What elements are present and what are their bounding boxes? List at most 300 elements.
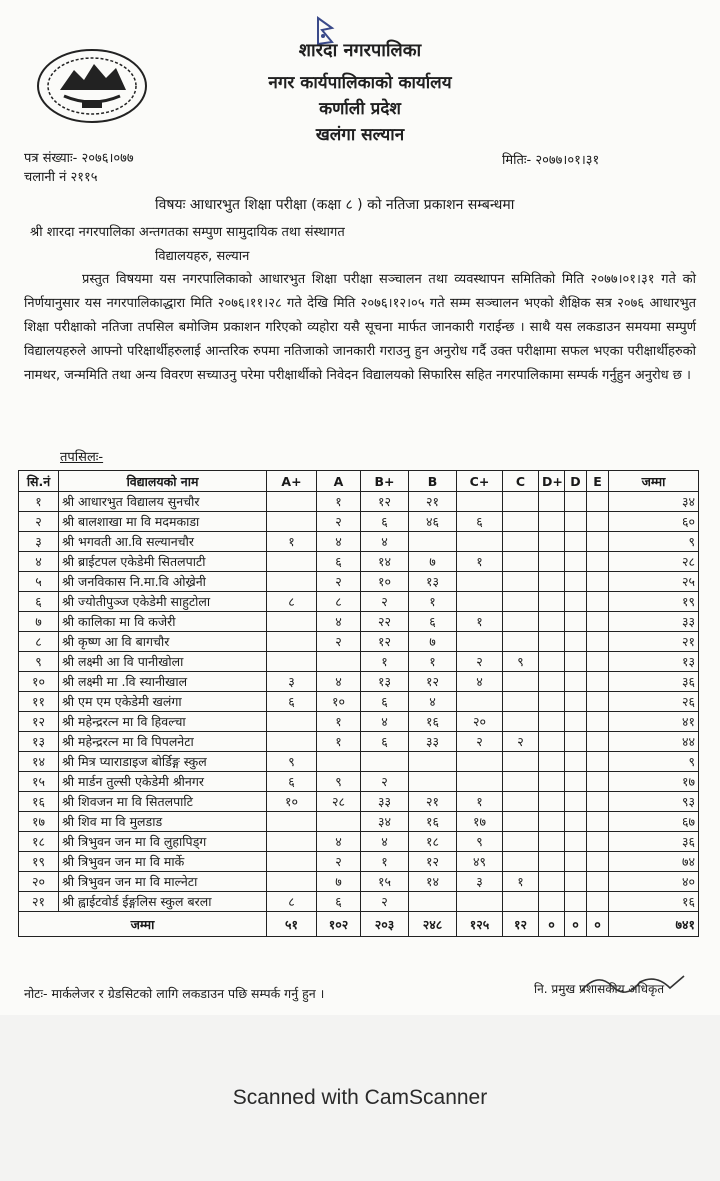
table-cell: २ [317, 852, 361, 872]
table-cell: १६ [409, 812, 457, 832]
table-cell [587, 832, 609, 852]
table-cell [317, 812, 361, 832]
table-header-cell: A [317, 471, 361, 492]
total-cell: २०३ [361, 912, 409, 937]
table-cell [565, 712, 587, 732]
table-cell [457, 492, 503, 512]
school-name-cell: श्री भगवती आ.वि सल्यानचौर [59, 532, 267, 552]
office-name: नगर कार्यपालिकाको कार्यालय [268, 73, 452, 93]
table-cell: १० [19, 672, 59, 692]
table-row [19, 812, 699, 832]
table-cell: १९ [19, 852, 59, 872]
table-cell: २ [317, 632, 361, 652]
table-cell [267, 632, 317, 652]
table-cell: ७४ [609, 852, 699, 872]
school-name-cell: श्री त्रिभुवन जन मा वि लुहापिड्ग [59, 832, 267, 852]
table-cell [565, 812, 587, 832]
table-cell [267, 812, 317, 832]
school-name-cell: श्री शिवजन मा वि सितलपाटि [59, 792, 267, 812]
table-cell [539, 832, 565, 852]
table-row [19, 492, 699, 512]
table-cell [565, 792, 587, 812]
school-name-cell: श्री कालिका मा वि कजेरी [59, 612, 267, 632]
table-cell [587, 572, 609, 592]
table-header-cell: D [565, 471, 587, 492]
recipient-line-1: श्री शारदा नगरपालिका अन्तगतका सम्पुण सामुदायिक तथा संस्थागत [30, 225, 345, 240]
table-cell: ४६ [409, 512, 457, 532]
school-name-cell: श्री त्रिभुवन जन मा वि माल्नेटा [59, 872, 267, 892]
table-cell: १७ [609, 772, 699, 792]
table-cell [267, 712, 317, 732]
table-cell [539, 632, 565, 652]
table-cell: ६ [361, 732, 409, 752]
table-cell [457, 572, 503, 592]
table-cell: ७ [19, 612, 59, 632]
table-cell: १२ [19, 712, 59, 732]
table-cell: १४ [409, 872, 457, 892]
school-name-cell: श्री त्रिभुवन जन मा वि मार्के [59, 852, 267, 872]
table-cell [587, 632, 609, 652]
results-table [18, 470, 699, 937]
table-row [19, 892, 699, 912]
table-cell: ४ [457, 672, 503, 692]
school-name-cell: श्री ज्योतीपुञ्ज एकेडेमी साहुटोला [59, 592, 267, 612]
table-header-cell: C [503, 471, 539, 492]
table-cell: १ [317, 712, 361, 732]
table-cell: १० [267, 792, 317, 812]
table-cell: ९ [609, 532, 699, 552]
table-cell [503, 532, 539, 552]
table-cell [267, 512, 317, 532]
camscanner-footer: Scanned with CamScanner [232, 1086, 488, 1109]
table-cell: १२ [409, 672, 457, 692]
table-cell: ९ [503, 652, 539, 672]
table-cell: १८ [409, 832, 457, 852]
table-cell [503, 552, 539, 572]
table-row [19, 572, 699, 592]
table-cell [539, 672, 565, 692]
table-cell [503, 832, 539, 852]
table-cell: १ [317, 492, 361, 512]
table-row [19, 612, 699, 632]
handwritten-signature [578, 968, 688, 998]
table-cell: ४ [19, 552, 59, 572]
table-cell: १७ [457, 812, 503, 832]
table-cell: ६ [19, 592, 59, 612]
table-cell: ४९ [457, 852, 503, 872]
school-name-cell: श्री महेन्द्ररत्न मा वि हिवल्चा [59, 712, 267, 732]
table-cell: ६७ [609, 812, 699, 832]
table-cell: १२ [361, 492, 409, 512]
municipality-name: शारदा नगरपालिका [298, 40, 422, 61]
table-row [19, 852, 699, 872]
school-name-cell: श्री मित्र प्याराडाइज बोर्डिङ्ग स्कुल [59, 752, 267, 772]
table-header-cell: C+ [457, 471, 503, 492]
table-row [19, 672, 699, 692]
table-cell: २१ [409, 792, 457, 812]
table-cell [457, 752, 503, 772]
dispatch-number: चलानी नं २११५ [24, 170, 98, 185]
school-name-cell: श्री शिव मा वि मुलडाड [59, 812, 267, 832]
table-cell [539, 552, 565, 572]
table-cell: ६ [317, 892, 361, 912]
table-row [19, 552, 699, 572]
table-cell [565, 512, 587, 532]
table-cell: २५ [609, 572, 699, 592]
table-cell [539, 812, 565, 832]
table-cell [409, 772, 457, 792]
table-cell [565, 772, 587, 792]
province-name: कर्णाली प्रदेश [319, 99, 401, 119]
signature-title: नि. प्रमुख प्रशासकीय अधिकृत [534, 982, 665, 996]
table-cell [457, 632, 503, 652]
table-cell: ६ [409, 612, 457, 632]
table-cell [539, 892, 565, 912]
table-cell: ४ [317, 532, 361, 552]
table-cell [503, 592, 539, 612]
table-cell: ३६ [609, 672, 699, 692]
table-cell: २ [457, 652, 503, 672]
table-cell [539, 792, 565, 812]
details-label: तपसिलः- [60, 450, 104, 465]
table-cell [457, 772, 503, 792]
table-cell: ६० [609, 512, 699, 532]
table-cell [587, 492, 609, 512]
table-cell: ३ [267, 672, 317, 692]
table-cell [539, 692, 565, 712]
table-cell: १३ [409, 572, 457, 592]
table-cell [503, 692, 539, 712]
table-cell [565, 852, 587, 872]
table-cell [539, 712, 565, 732]
school-name-cell: श्री जनविकास नि.मा.वि ओख्रेनी [59, 572, 267, 592]
table-header-cell: जम्मा [609, 471, 699, 492]
table-row [19, 792, 699, 812]
table-row [19, 832, 699, 852]
table-cell [267, 732, 317, 752]
table-row [19, 872, 699, 892]
table-cell: २ [361, 892, 409, 912]
table-cell [539, 752, 565, 772]
table-cell [565, 832, 587, 852]
table-cell [457, 592, 503, 612]
table-cell [361, 752, 409, 772]
table-cell [565, 532, 587, 552]
table-cell [539, 772, 565, 792]
table-cell [587, 852, 609, 872]
table-cell [267, 552, 317, 572]
table-cell: १३ [361, 672, 409, 692]
table-cell: २० [19, 872, 59, 892]
table-cell: ६ [361, 512, 409, 532]
table-cell [503, 772, 539, 792]
table-cell: १५ [361, 872, 409, 892]
table-cell: १ [409, 592, 457, 612]
table-cell [539, 732, 565, 752]
table-cell [565, 732, 587, 752]
table-cell: १ [267, 532, 317, 552]
table-cell [587, 672, 609, 692]
table-cell [587, 692, 609, 712]
table-cell [565, 652, 587, 672]
table-row [19, 632, 699, 652]
table-cell: ४ [317, 832, 361, 852]
table-cell: २८ [609, 552, 699, 572]
table-cell [565, 672, 587, 692]
total-cell: २४८ [409, 912, 457, 937]
letter-date: मितिः- २०७७।०१।३१ [502, 153, 600, 168]
table-cell: २८ [317, 792, 361, 812]
table-cell [565, 492, 587, 512]
table-cell [587, 512, 609, 532]
table-cell: ९ [19, 652, 59, 672]
letter-number: पत्र संख्याः- २०७६।०७७ [24, 151, 134, 166]
table-cell [565, 592, 587, 612]
table-cell: ११ [19, 692, 59, 712]
table-row [19, 712, 699, 732]
table-cell [565, 872, 587, 892]
table-cell: १० [361, 572, 409, 592]
table-cell [503, 712, 539, 732]
table-row [19, 532, 699, 552]
total-row [19, 912, 699, 937]
table-cell [539, 572, 565, 592]
table-cell: ६ [267, 772, 317, 792]
table-cell [457, 892, 503, 912]
table-cell: ७ [409, 552, 457, 572]
table-header-cell: E [587, 471, 609, 492]
table-cell: १६ [19, 792, 59, 812]
table-cell [539, 652, 565, 672]
table-cell: २ [361, 772, 409, 792]
table-cell [539, 492, 565, 512]
table-cell [565, 572, 587, 592]
table-cell: १८ [19, 832, 59, 852]
table-cell: ४ [361, 532, 409, 552]
table-row [19, 592, 699, 612]
table-cell [409, 892, 457, 912]
table-header-cell: विद्यालयको नाम [59, 471, 267, 492]
table-cell [539, 872, 565, 892]
table-cell: ९ [317, 772, 361, 792]
table-cell: १ [409, 652, 457, 672]
table-cell: १३ [609, 652, 699, 672]
table-cell: १४ [361, 552, 409, 572]
table-row [19, 692, 699, 712]
table-cell [587, 772, 609, 792]
school-name-cell: श्री लक्ष्मी मा .वि स्यानीखाल [59, 672, 267, 692]
table-cell [457, 532, 503, 552]
table-cell: ४ [409, 692, 457, 712]
table-cell [503, 632, 539, 652]
school-name-cell: श्री कृष्ण आ वि बागचौर [59, 632, 267, 652]
table-cell [587, 712, 609, 732]
table-cell [587, 592, 609, 612]
school-name-cell: श्री ब्राईटपल एकेडेमी सितलपाटी [59, 552, 267, 572]
table-cell: २१ [19, 892, 59, 912]
table-cell [587, 732, 609, 752]
table-cell: १ [317, 732, 361, 752]
table-header-cell: B [409, 471, 457, 492]
table-cell: १० [317, 692, 361, 712]
table-cell: २ [19, 512, 59, 532]
table-cell [503, 752, 539, 772]
table-cell: १ [19, 492, 59, 512]
total-cell: १२५ [457, 912, 503, 937]
total-cell: ० [539, 912, 565, 937]
table-cell: २० [457, 712, 503, 732]
table-cell: १ [457, 612, 503, 632]
table-cell: २६ [609, 692, 699, 712]
total-cell: १०२ [317, 912, 361, 937]
table-cell: ६ [457, 512, 503, 532]
table-cell: ४ [317, 672, 361, 692]
table-cell: ४ [361, 712, 409, 732]
table-cell: ९ [457, 832, 503, 852]
table-cell: ३ [457, 872, 503, 892]
table-cell: १ [457, 792, 503, 812]
table-cell: १ [361, 852, 409, 872]
table-cell [503, 792, 539, 812]
table-cell [503, 812, 539, 832]
table-cell: ९ [267, 752, 317, 772]
table-cell: ४४ [609, 732, 699, 752]
table-cell [503, 512, 539, 532]
total-cell: ७४१ [609, 912, 699, 937]
table-cell [267, 832, 317, 852]
table-cell [457, 692, 503, 712]
table-cell [409, 752, 457, 772]
table-cell: ६ [361, 692, 409, 712]
table-cell [267, 852, 317, 872]
table-cell: ३३ [361, 792, 409, 812]
table-cell: २२ [361, 612, 409, 632]
table-cell [267, 872, 317, 892]
table-cell [503, 572, 539, 592]
table-cell [587, 812, 609, 832]
table-cell [409, 532, 457, 552]
total-cell: ५१ [267, 912, 317, 937]
table-cell: १७ [19, 812, 59, 832]
table-cell [267, 652, 317, 672]
table-cell [587, 532, 609, 552]
table-cell [539, 532, 565, 552]
table-cell [267, 612, 317, 632]
location-name: खलंगा सल्यान [315, 125, 405, 145]
table-cell: २ [317, 572, 361, 592]
table-cell: १३ [19, 732, 59, 752]
table-cell: २ [503, 732, 539, 752]
table-cell [503, 612, 539, 632]
table-cell [587, 652, 609, 672]
table-cell: १९ [609, 592, 699, 612]
table-cell [587, 872, 609, 892]
table-cell [587, 752, 609, 772]
school-name-cell: श्री ह्वाईटवोर्ड ईङ्गलिस स्कुल बरला [59, 892, 267, 912]
table-cell [539, 592, 565, 612]
table-cell: १२ [361, 632, 409, 652]
table-cell: ३ [19, 532, 59, 552]
table-cell [565, 612, 587, 632]
table-cell: २१ [609, 632, 699, 652]
table-cell: ५ [19, 572, 59, 592]
table-header-cell: सि.नं [19, 471, 59, 492]
table-cell: १५ [19, 772, 59, 792]
table-cell [267, 492, 317, 512]
school-name-cell: श्री बालशाखा मा वि मदमकाडा [59, 512, 267, 532]
table-header-cell: A+ [267, 471, 317, 492]
table-cell: ७ [409, 632, 457, 652]
table-cell [503, 852, 539, 872]
table-cell: ९३ [609, 792, 699, 812]
table-cell: १ [361, 652, 409, 672]
table-cell: ७ [317, 872, 361, 892]
table-cell: १६ [609, 892, 699, 912]
school-name-cell: श्री एम एम एकेडेमी खलंगा [59, 692, 267, 712]
subject-line: विषयः आधारभुत शिक्षा परीक्षा (कक्षा ८ ) को नतिजा प्रकाशन सम्बन्धमा [155, 197, 515, 213]
table-cell: ८ [267, 892, 317, 912]
school-name-cell: श्री मार्डन तुल्सी एकेडेमी श्रीनगर [59, 772, 267, 792]
table-cell: १४ [19, 752, 59, 772]
table-row [19, 732, 699, 752]
table-cell [565, 752, 587, 772]
table-cell [503, 492, 539, 512]
table-cell: ६ [267, 692, 317, 712]
table-cell: ८ [19, 632, 59, 652]
table-cell [587, 892, 609, 912]
table-cell [539, 612, 565, 632]
table-header-row [19, 471, 699, 492]
table-header-cell: D+ [539, 471, 565, 492]
total-cell: १२ [503, 912, 539, 937]
school-name-cell: श्री लक्ष्मी आ वि पानीखोला [59, 652, 267, 672]
table-cell [565, 632, 587, 652]
footer-note: नोटः- मार्कलेजर र ग्रेडसिटको लागि लकडाउन पछि सम्पर्क गर्नु हुन । [24, 986, 325, 1001]
table-cell: ६ [317, 552, 361, 572]
table-row [19, 752, 699, 772]
table-cell: ९ [609, 752, 699, 772]
table-cell: १२ [409, 852, 457, 872]
table-header-cell: B+ [361, 471, 409, 492]
table-cell: ३६ [609, 832, 699, 852]
table-cell: १ [503, 872, 539, 892]
table-cell [539, 512, 565, 532]
table-cell [317, 752, 361, 772]
table-cell [317, 652, 361, 672]
table-cell [539, 852, 565, 872]
table-cell [587, 612, 609, 632]
table-cell: ३४ [609, 492, 699, 512]
table-cell: ४१ [609, 712, 699, 732]
table-cell: ८ [317, 592, 361, 612]
table-cell: ४० [609, 872, 699, 892]
table-cell: ४ [317, 612, 361, 632]
total-label: जम्मा [19, 912, 267, 937]
table-cell: ३४ [361, 812, 409, 832]
table-cell [503, 892, 539, 912]
table-cell: २ [457, 732, 503, 752]
recipient-line-2: विद्यालयहरु, सल्यान [155, 249, 250, 264]
table-cell [587, 792, 609, 812]
table-cell: २१ [409, 492, 457, 512]
total-cell: ० [587, 912, 609, 937]
table-cell: ४ [361, 832, 409, 852]
table-cell [565, 892, 587, 912]
table-row [19, 512, 699, 532]
table-row [19, 652, 699, 672]
table-cell: २ [317, 512, 361, 532]
table-cell: ८ [267, 592, 317, 612]
